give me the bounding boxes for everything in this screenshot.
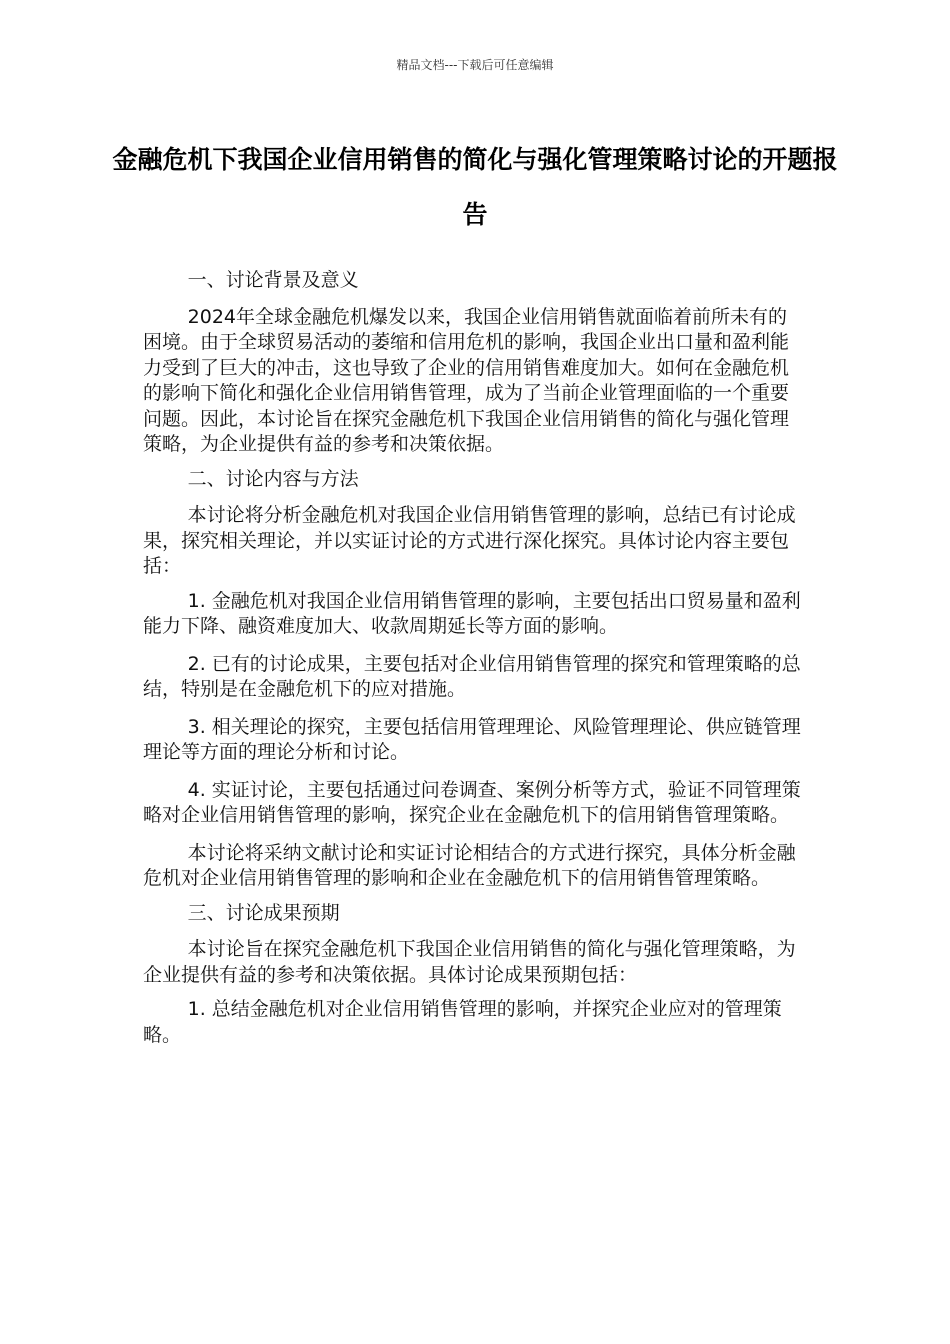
paragraph-background: 2024年全球金融危机爆发以来，我国企业信用销售就面临着前所未有的困境。由于全球贸易活动的萎缩和信用危机的影响，我国企业出口量和盈利能力受到了巨大的冲击，这也导致了企业的信用销售难度加大。如何在金融危机的影响下简化和强化企业信用销售管理，成为了当前企业管理面临的一个重要问题。因此，本讨论旨在探究金融危机下我国企业信用销售的简化与强化管理策略，为企业提供有益的参考和决策依据。 xyxy=(143,305,790,455)
list-item-empirical: 4. 实证讨论，主要包括通过问卷调查、案例分析等方式，验证不同管理策略对企业信用销售管理的影响，探究企业在金融危机下的信用销售管理策略。 xyxy=(143,778,801,826)
paragraph-method: 本讨论将采纳文献讨论和实证讨论相结合的方式进行探究，具体分析金融危机对企业信用销售管理的影响和企业在金融危机下的信用销售管理策略。 xyxy=(143,841,796,889)
section-heading-content-method: 二、讨论内容与方法 xyxy=(187,467,359,490)
list-item-expected-1: 1. 总结金融危机对企业信用销售管理的影响，并探究企业应对的管理策略。 xyxy=(143,998,782,1046)
header-watermark: 精品文档---下载后可任意编辑 xyxy=(396,58,554,72)
paragraph-content-intro: 本讨论将分析金融危机对我国企业信用销售管理的影响，总结已有讨论成果，探究相关理论，并以实证讨论的方式进行深化探究。具体讨论内容主要包括： xyxy=(143,504,796,577)
list-item-impact: 1. 金融危机对我国企业信用销售管理的影响，主要包括出口贸易量和盈利能力下降、融资难度加大、收款周期延长等方面的影响。 xyxy=(143,589,801,637)
section-heading-expected-results: 三、讨论成果预期 xyxy=(187,901,340,924)
document-title: 金融危机下我国企业信用销售的简化与强化管理策略讨论的开题报告 xyxy=(112,145,838,229)
list-item-existing-results: 2. 已有的讨论成果，主要包括对企业信用销售管理的探究和管理策略的总结，特别是在金融危机下的应对措施。 xyxy=(143,652,801,700)
section-heading-background: 一、讨论背景及意义 xyxy=(187,269,359,291)
list-item-theory: 3. 相关理论的探究，主要包括信用管理理论、风险管理理论、供应链管理理论等方面的理论分析和讨论。 xyxy=(143,715,801,763)
paragraph-expected-intro: 本讨论旨在探究金融危机下我国企业信用销售的简化与强化管理策略，为企业提供有益的参考和决策依据。具体讨论成果预期包括： xyxy=(143,938,796,986)
document-body xyxy=(143,268,803,1060)
